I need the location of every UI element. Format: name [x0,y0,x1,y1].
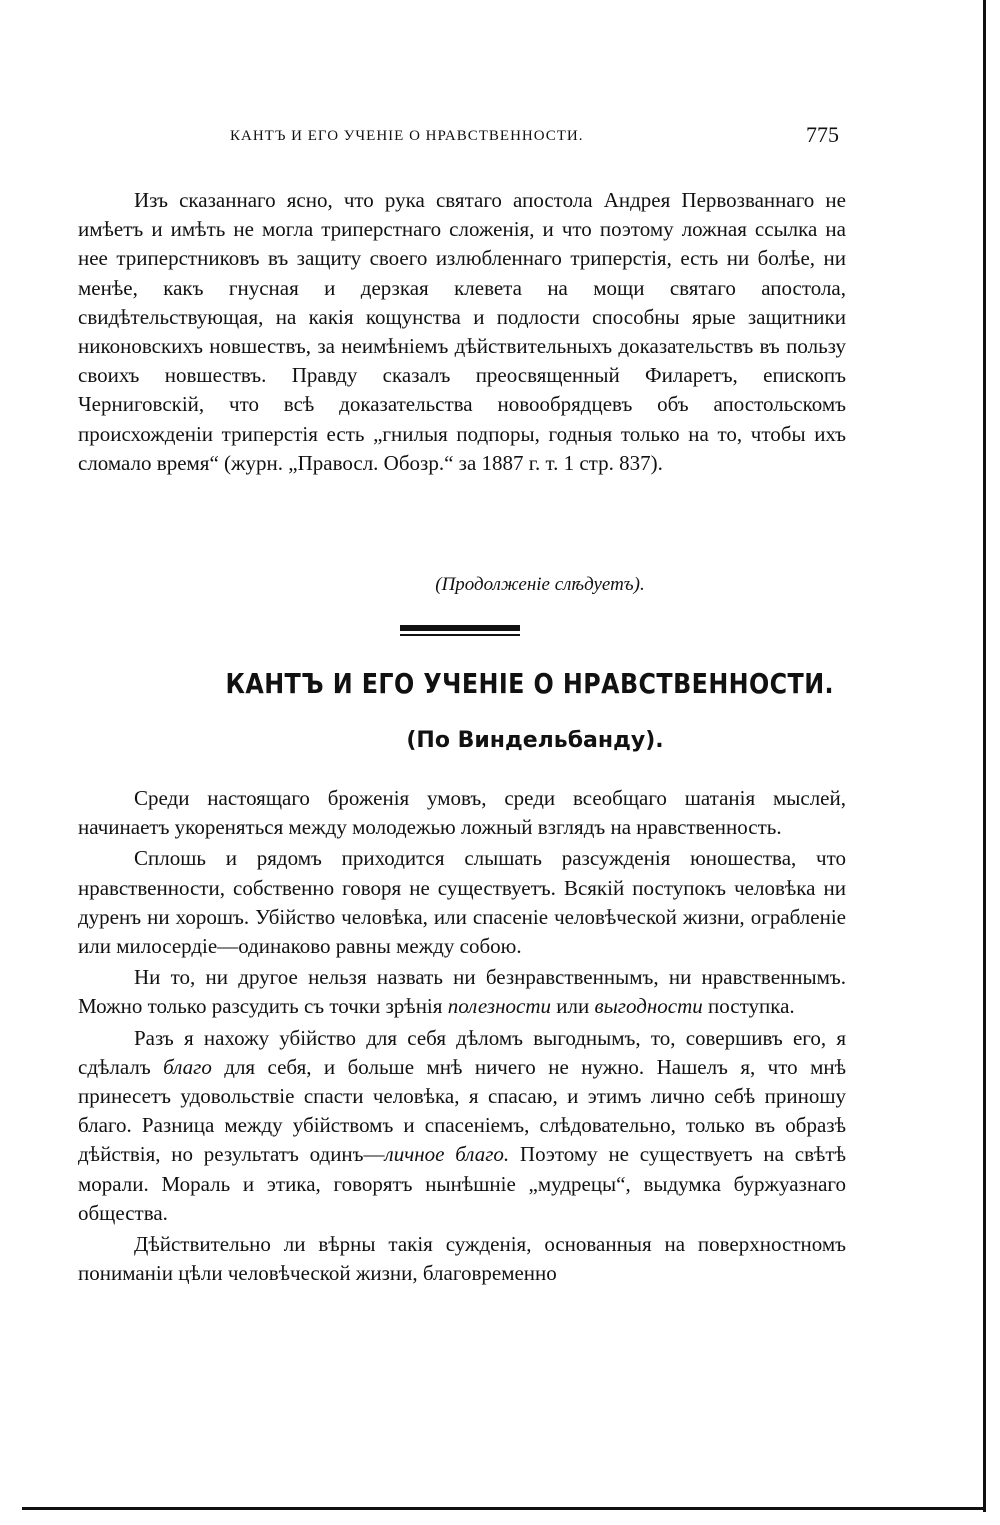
emphasis: благо [163,1054,212,1079]
emphasis: полезности [447,994,551,1019]
previous-article-paragraph [78,186,846,478]
text-run: поступка. [702,994,795,1019]
section-divider [400,625,520,631]
continued-note: (Продолженіе слѣдуетъ). [435,574,645,595]
article-subtitle: (По Виндельбанду). [406,728,664,753]
emphasis: личное благо. [384,1142,510,1167]
paragraph: Дѣйствительно ли вѣрны такія сужденія, основанныя на поверхностномъ пониманіи цѣли человѣческой жизни, благовременно [78,1232,846,1286]
paragraph [78,963,846,1021]
paragraph: Сплошь и рядомъ приходится слышать разсужденія юношества, что нравственности, собственно говоря не существуетъ. Всякій поступокъ человѣка ни дуренъ ни хорошъ. Убійство человѣка, или спасеніе человѣческой жизни, ограбленіе или милосердіе—одинаково равны между собою. [78,846,846,959]
paragraph: Среди настоящаго броженія умовъ, среди всеобщаго шатанія мыслей, начинаетъ укореняться между молодежью ложный взглядъ на нравственность. [78,786,846,840]
page-border-right [983,0,986,1512]
paragraph [78,1024,846,1228]
text-run: или [551,994,595,1019]
paragraph: Изъ сказаннаго ясно, что рука святаго апостола Андрея Первозваннаго не имѣетъ и имѣть не могла триперстнаго сложенія, и что поэтому ложная ссылка на нее триперстниковъ въ защиту своего излюбленнаго триперстія, есть ни болѣе, ни менѣе, какъ гнусная и дерзкая клевета на мощи святаго апостола, свидѣтельствующая, на какія кощунства и подлости способны ярые защитники никоновскихъ новшествъ, за неимѣніемъ дѣйствительныхъ доказательствъ въ пользу своихъ новшествъ. Правду сказалъ преосвященный Филаретъ, епископъ Черниговскій, что всѣ доказательства новообрядцевъ объ апостольскомъ происхожденіи триперстія есть „гнилыя подпоры, годныя только на то, чтобы ихъ сломало время“ (журн. „Правосл. Обозр.“ за 1887 г. т. 1 стр. 837). [78,188,846,475]
section-divider-thin [400,634,520,636]
text-run: Разъ я нахожу убійство для себя дѣломъ выгоднымъ, то, совершивъ его, я сдѣлалъ [78,1025,846,1079]
text-run: для себя, и больше мнѣ ничего не нужно. Нашелъ я, что мнѣ принесетъ удовольствіе спасти человѣка, я спасаю, и этимъ лично себѣ приношу благо. Разница между убійствомъ и спасеніемъ, слѣдовательно, только въ образѣ дѣйствія, но результатъ одинъ— [78,1054,847,1167]
article-title: КАНТЪ И ЕГО УЧЕНІЕ О НРАВСТВЕННОСТИ. [225,667,835,700]
article-body [78,784,846,1290]
page-number: 775 [806,122,839,147]
running-header: КАНТЪ И ЕГО УЧЕНІЕ О НРАВСТВЕННОСТИ. [230,128,584,144]
text-run: Поэтому не существуетъ на свѣтѣ морали. Мораль и этика, говорятъ нынѣшніе „мудрецы“, выдумка буржуазнаго общества. [78,1142,846,1225]
text-run: Ни то, ни другое нельзя назвать ни безнравственнымъ, ни нравственнымъ. Можно только разсудить съ точки зрѣнія [78,965,846,1019]
emphasis: выгодности [594,994,703,1019]
page-border-bottom [22,1507,986,1510]
